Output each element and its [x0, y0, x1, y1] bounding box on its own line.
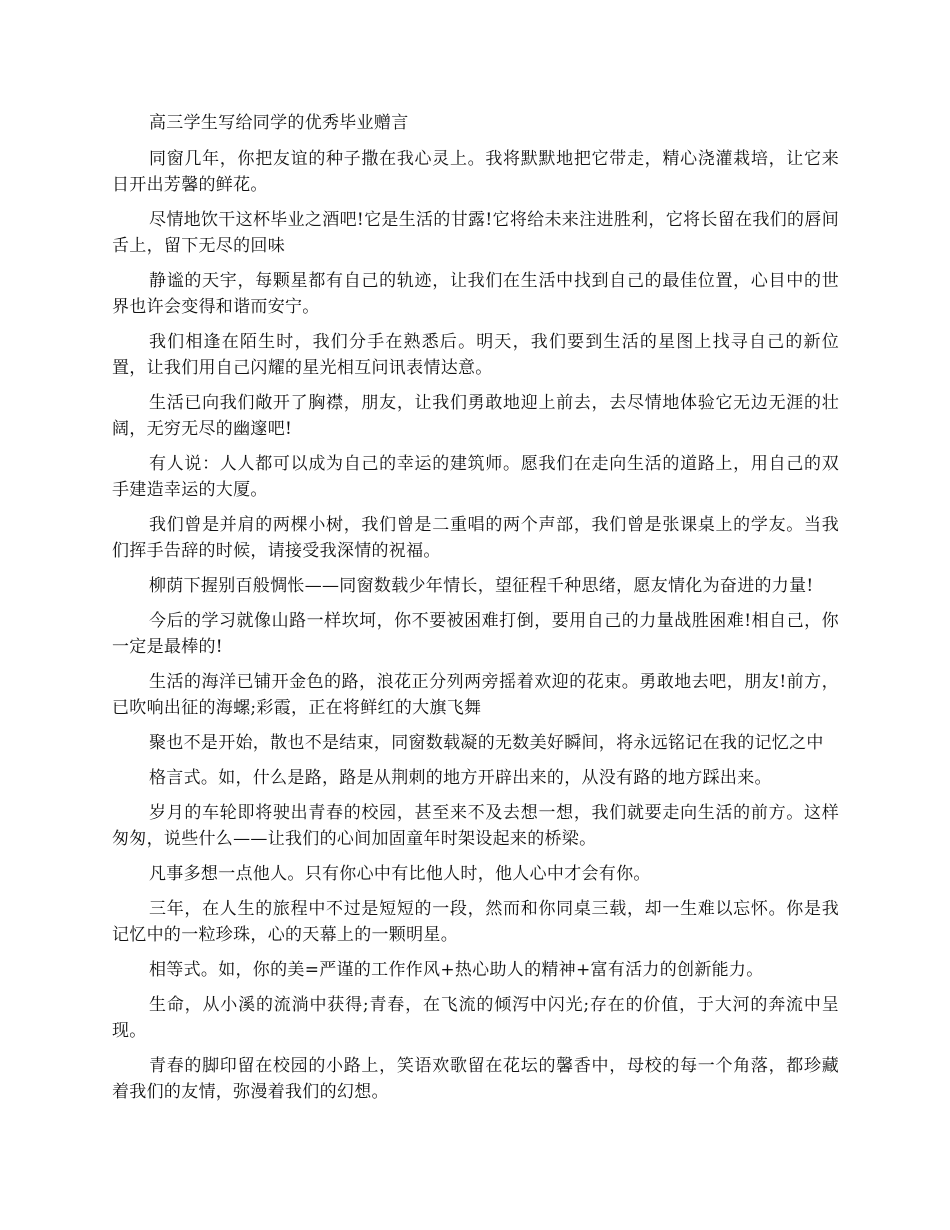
document-page	[112, 110, 839, 1114]
document-title: 高三学生写给同学的优秀毕业赠言	[149, 113, 409, 133]
paragraph: 静谧的天宇，每颗星都有自己的轨迹，让我们在生活中找到自己的最佳位置，心目中的世界也许会变得和谐而安宁。	[112, 271, 839, 317]
paragraph: 岁月的车轮即将驶出青春的校园，甚至来不及去想一想，我们就要走向生活的前方。这样匆匆，说些什么——让我们的心间加固童年时架设起来的桥梁。	[112, 803, 839, 849]
paragraph: 生命，从小溪的流淌中获得;青春，在飞流的倾泻中闪光;存在的价值，于大河的奔流中呈现。	[112, 995, 839, 1041]
paragraph: 我们相逢在陌生时，我们分手在熟悉后。明天，我们要到生活的星图上找寻自己的新位置，让我们用自己闪耀的星光相互问讯表情达意。	[112, 332, 839, 378]
paragraph: 聚也不是开始，散也不是结束，同窗数载凝的无数美好瞬间，将永远铭记在我的记忆之中	[149, 733, 824, 753]
paragraph: 尽情地饮干这杯毕业之酒吧!它是生活的甘露!它将给未来注进胜利，它将长留在我们的唇间舌上，留下无尽的回味	[112, 210, 839, 256]
paragraph: 柳荫下握别百般惆怅——同窗数载少年情长，望征程千种思绪，愿友情化为奋进的力量!	[149, 576, 814, 596]
paragraph: 相等式。如，你的美=严谨的工作作风+热心助人的精神+富有活力的创新能力。	[149, 960, 764, 980]
paragraph: 凡事多想一点他人。只有你心中有比他人时，他人心中才会有你。	[149, 864, 651, 884]
paragraph: 生活的海洋已铺开金色的路，浪花正分列两旁摇着欢迎的花束。勇敢地去吧，朋友!前方，已吹响出征的海螺;彩霞，正在将鲜红的大旗飞舞	[112, 672, 839, 718]
paragraph: 有人说：人人都可以成为自己的幸运的建筑师。愿我们在走向生活的道路上，用自己的双手建造幸运的大厦。	[112, 454, 839, 500]
paragraph: 我们曾是并肩的两棵小树，我们曾是二重唱的两个声部，我们曾是张课桌上的学友。当我们挥手告辞的时候，请接受我深情的祝福。	[112, 515, 839, 561]
paragraph: 今后的学习就像山路一样坎坷，你不要被困难打倒，要用自己的力量战胜困难!相自己，你一定是最棒的!	[112, 611, 839, 657]
paragraph: 同窗几年，你把友谊的种子撒在我心灵上。我将默默地把它带走，精心浇灌栽培，让它来日开出芳馨的鲜花。	[112, 149, 839, 195]
paragraph: 青春的脚印留在校园的小路上，笑语欢歌留在花坛的馨香中，母校的每一个角落，都珍藏着我们的友情，弥漫着我们的幻想。	[112, 1056, 839, 1102]
paragraph: 格言式。如，什么是路，路是从荆刺的地方开辟出来的，从没有路的地方踩出来。	[149, 768, 772, 788]
paragraph: 生活已向我们敞开了胸襟，朋友，让我们勇敢地迎上前去，去尽情地体验它无边无涯的壮阔，无穷无尽的幽邃吧!	[112, 393, 839, 439]
paragraph: 三年，在人生的旅程中不过是短短的一段，然而和你同桌三载，却一生难以忘怀。你是我记忆中的一粒珍珠，心的天幕上的一颗明星。	[112, 899, 839, 945]
